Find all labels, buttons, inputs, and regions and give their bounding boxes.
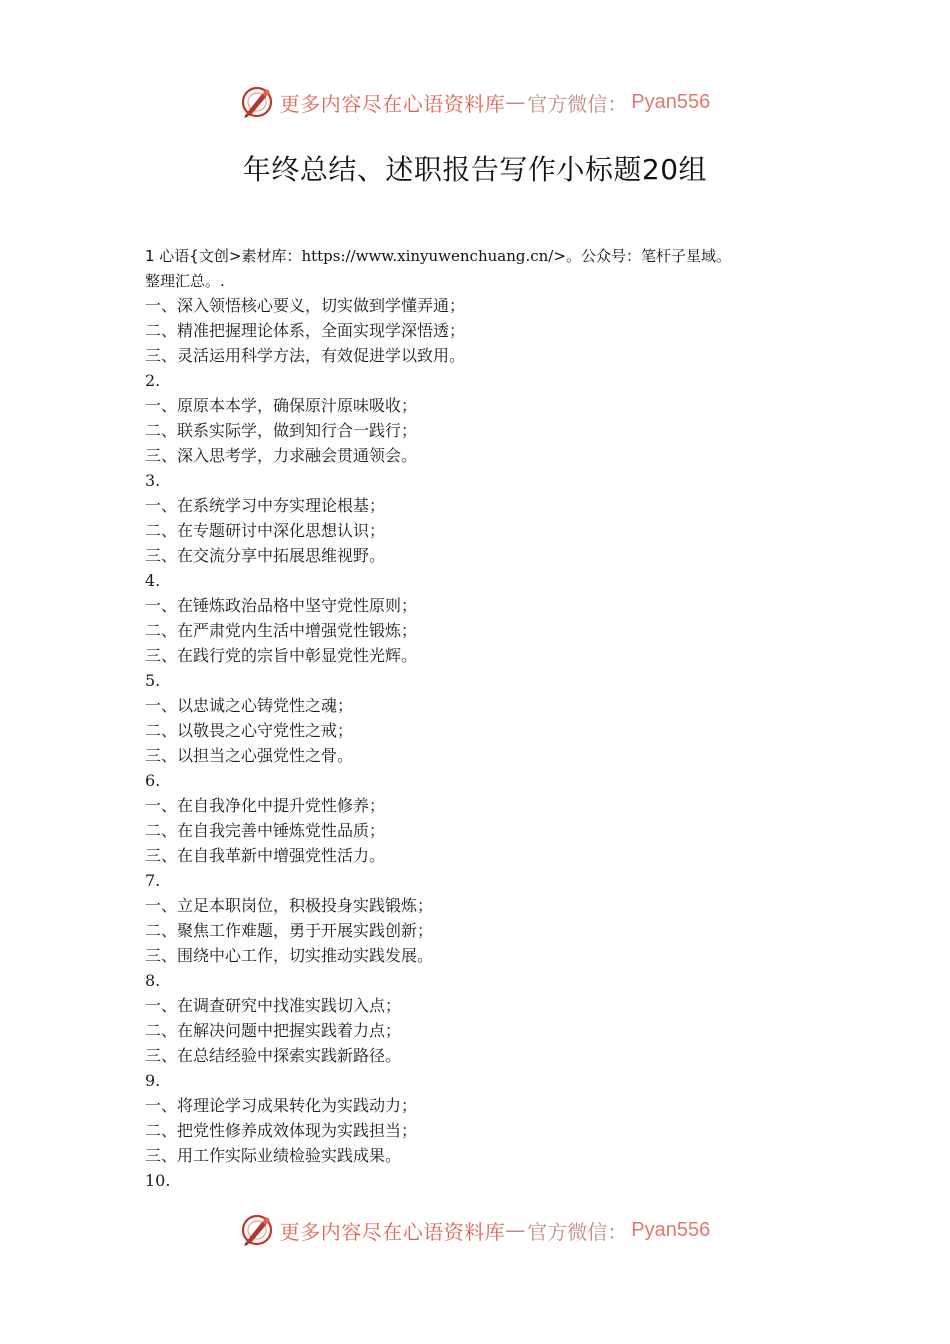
list-line: 一、立足本职岗位，积极投身实践锻炼； (145, 896, 434, 915)
headline-list (145, 293, 825, 1193)
group-number: 6. (145, 771, 161, 790)
source-line-2: 整理汇总。. (145, 272, 225, 290)
group-number: 7. (145, 871, 161, 890)
pen-logo-icon (240, 85, 274, 119)
group-number: 8. (145, 971, 161, 990)
list-line: 三、在践行党的宗旨中彰显党性光辉。 (145, 646, 418, 665)
list-line: 三、以担当之心强党性之骨。 (145, 746, 354, 765)
list-line: 二、把党性修养成效体现为实践担当； (145, 1121, 418, 1140)
list-line: 二、在解决问题中把握实践着力点； (145, 1021, 402, 1040)
list-line: 一、将理论学习成果转化为实践动力； (145, 1096, 418, 1115)
list-line: 二、聚焦工作难题，勇于开展实践创新； (145, 921, 434, 940)
list-line: 一、在系统学习中夯实理论根基； (145, 496, 386, 515)
list-line: 三、在自我革新中增强党性活力。 (145, 846, 386, 865)
source-note (145, 244, 825, 294)
group-number: 2. (145, 371, 161, 390)
group-number: 4. (145, 571, 161, 590)
list-line: 三、灵活运用科学方法，有效促进学以致用。 (145, 346, 466, 365)
list-line: 三、用工作实际业绩检验实践成果。 (145, 1146, 402, 1165)
banner-slogan: 更多内容尽在心语资料库 (279, 1219, 506, 1244)
banner-official-label: 官方微信： (527, 1219, 628, 1244)
list-line: 一、在自我净化中提升党性修养； (145, 796, 386, 815)
list-line: 一、原原本本学，确保原汁原味吸收； (145, 396, 418, 415)
banner-separator: — (505, 90, 526, 114)
list-line: 二、在专题研讨中深化思想认识； (145, 521, 386, 540)
list-line: 三、深入思考学，力求融会贯通领会。 (145, 446, 418, 465)
source-url: https://www.xinyuwenchuang.cn/ (301, 247, 554, 265)
list-line: 一、深入领悟核心要义，切实做到学懂弄通； (145, 296, 466, 315)
list-line: 二、精准把握理论体系，全面实现学深悟透； (145, 321, 466, 340)
banner-official-label: 官方微信： (527, 91, 628, 116)
source-prefix: 1 心语{文创>素材库： (145, 247, 302, 265)
group-number: 10. (145, 1171, 171, 1190)
document-title: 年终总结、述职报告写作小标题20组 (242, 153, 708, 186)
group-number: 9. (145, 1071, 161, 1090)
footer-watermark-banner (0, 1210, 950, 1250)
banner-slogan: 更多内容尽在心语资料库 (279, 91, 506, 116)
list-line: 二、联系实际学，做到知行合一践行； (145, 421, 418, 440)
list-line: 三、在交流分享中拓展思维视野。 (145, 546, 386, 565)
source-suffix: >。公众号：笔杆子星域。 (553, 247, 731, 265)
list-line: 二、在严肃党内生活中增强党性锻炼； (145, 621, 418, 640)
list-line: 二、在自我完善中锤炼党性品质； (145, 821, 386, 840)
header-watermark-banner (0, 82, 950, 122)
group-number: 5. (145, 671, 161, 690)
banner-wechat-id: Pyan556 (631, 1218, 711, 1241)
group-number: 3. (145, 471, 161, 490)
list-line: 一、在调查研究中找准实践切入点； (145, 996, 402, 1015)
list-line: 三、在总结经验中探索实践新路径。 (145, 1046, 402, 1065)
list-line: 一、以忠诚之心铸党性之魂； (145, 696, 354, 715)
source-line-1 (145, 244, 825, 269)
list-line: 一、在锤炼政治品格中坚守党性原则； (145, 596, 418, 615)
banner-separator: — (505, 1218, 526, 1242)
list-line: 三、围绕中心工作，切实推动实践发展。 (145, 946, 434, 965)
pen-logo-icon (240, 1213, 274, 1247)
banner-wechat-id: Pyan556 (631, 90, 711, 113)
list-line: 二、以敬畏之心守党性之戒； (145, 721, 354, 740)
